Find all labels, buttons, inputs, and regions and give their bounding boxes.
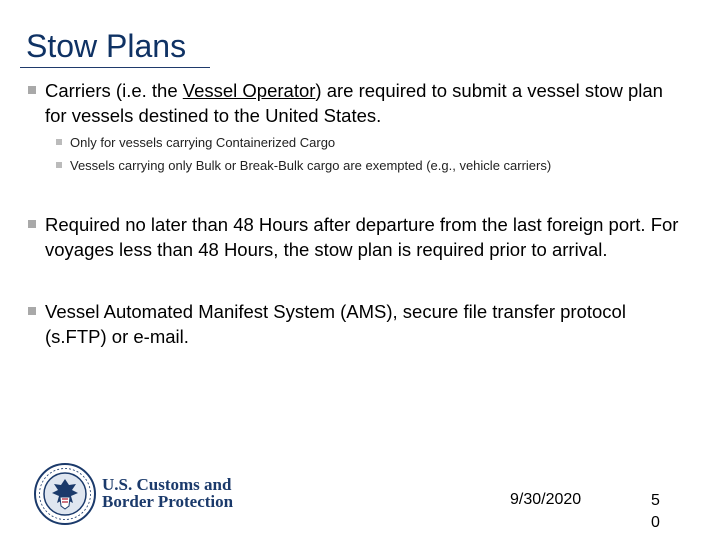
bullet-methods (28, 300, 688, 349)
dhs-seal-icon (34, 463, 96, 525)
bullet-carriers (28, 79, 688, 128)
square-bullet-icon (28, 307, 36, 315)
bullet-carriers-text-start: Carriers (i.e. the (45, 80, 183, 101)
sub-bullet-text: Only for vessels carrying Containerized Cargo (70, 135, 336, 150)
cbp-logo-line2: Border Protection (102, 492, 234, 511)
cbp-logo-line1: U.S. Customs and (102, 475, 232, 494)
bullet-carriers-text (28, 79, 688, 128)
sub-bullet-bulk-exempt (56, 157, 676, 175)
bullet-timing (28, 213, 688, 262)
cbp-logo (34, 463, 244, 527)
bullet-timing-text: Required no later than 48 Hours after departure from the last foreign port. For voyages less than 48 Hours, the stow plan is required prior to arrival. (45, 214, 679, 260)
sub-bullet-containerized (56, 134, 676, 152)
footer-date: 9/30/2020 (510, 491, 582, 508)
square-bullet-icon (56, 162, 62, 168)
sub-bullet-text: Vessels carrying only Bulk or Break-Bulk cargo are exempted (e.g., vehicle carriers) (70, 158, 552, 173)
page-number: 50 (651, 492, 660, 531)
square-bullet-icon (56, 139, 62, 145)
square-bullet-icon (28, 220, 36, 228)
vessel-operator-term: Vessel Operator (182, 80, 316, 101)
bullet-methods-text: Vessel Automated Manifest System (AMS), secure file transfer protocol (s.FTP) or e-mail. (45, 301, 626, 347)
title-underline (20, 67, 210, 68)
bullet-carriers-text-end: ) are required to submit a vessel stow plan for vessels destined to the United States. (45, 80, 663, 126)
square-bullet-icon (28, 86, 36, 94)
slide-title: Stow Plans (26, 28, 187, 64)
